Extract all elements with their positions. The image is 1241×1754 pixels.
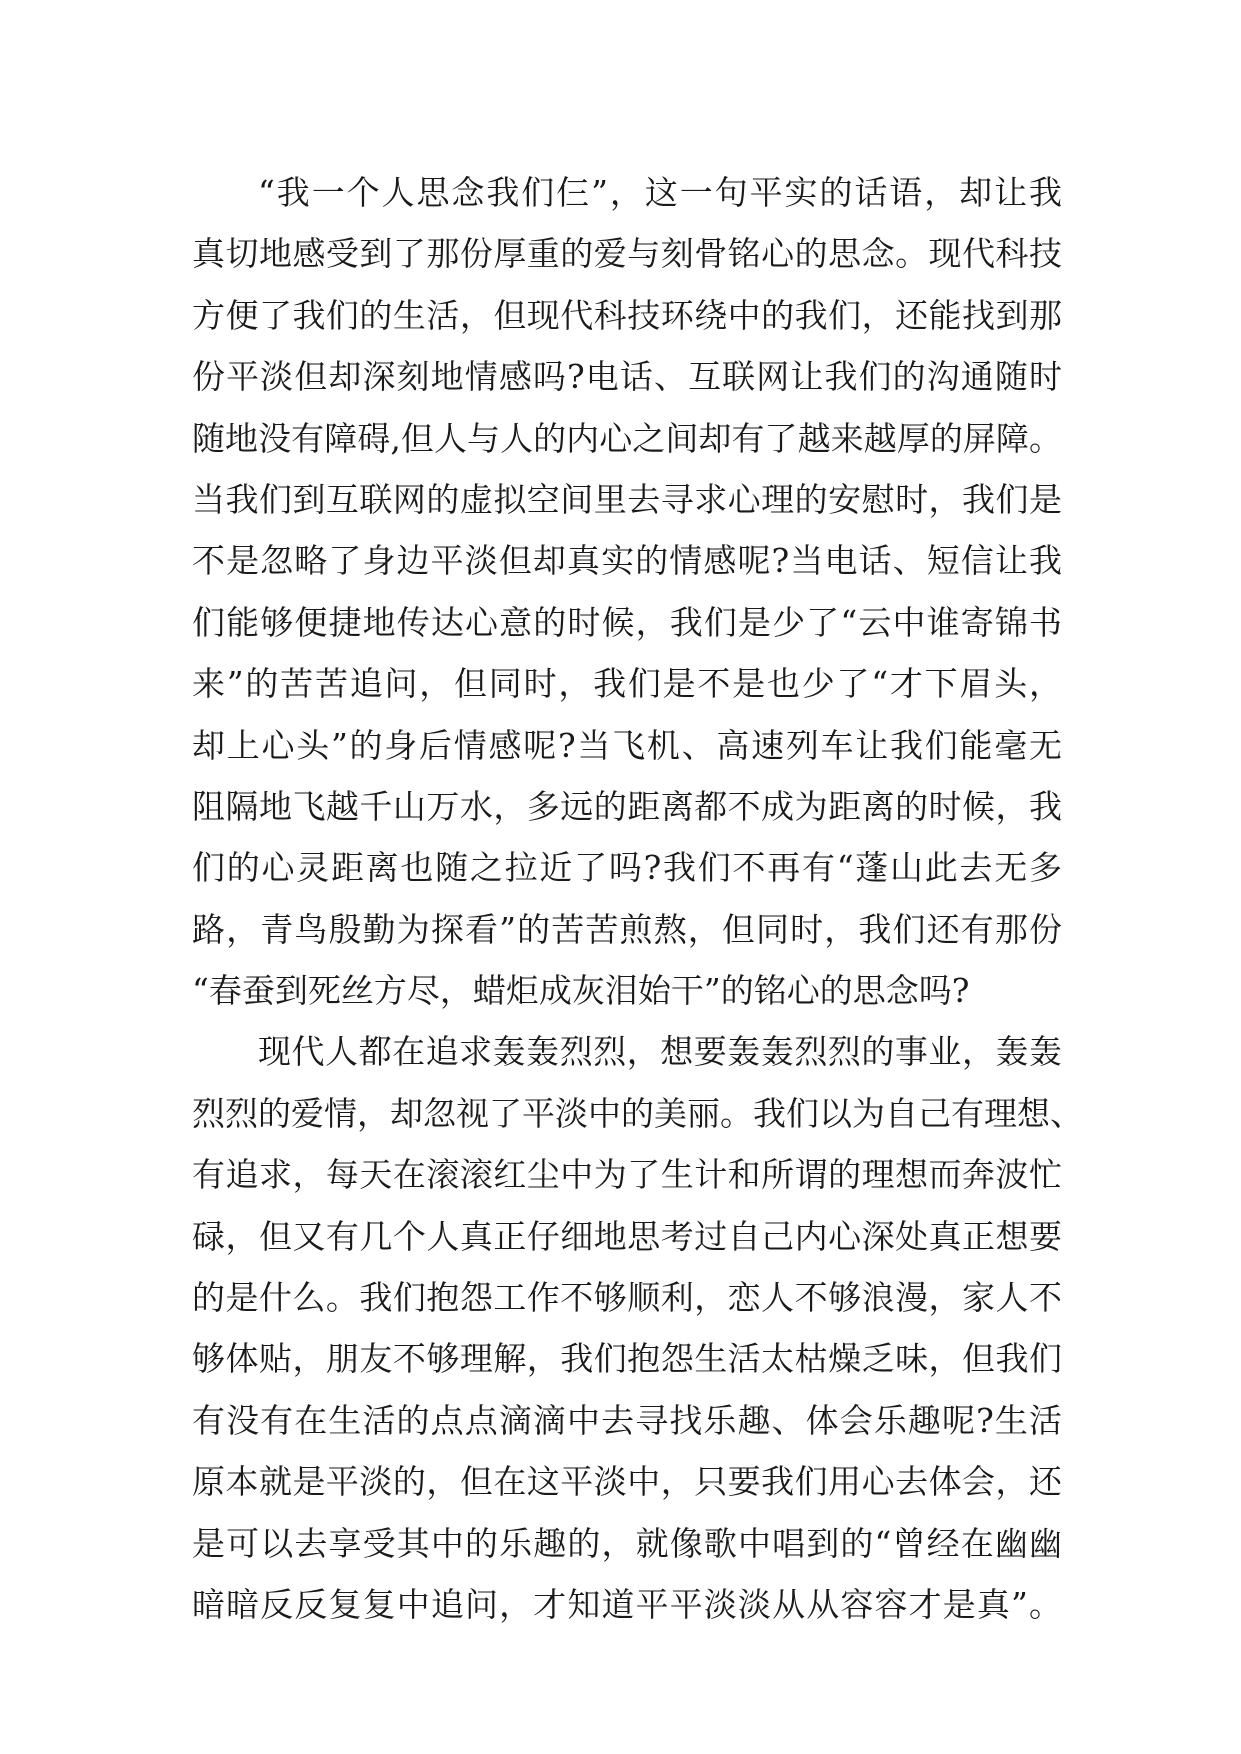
text-line: 有没有在生活的点点滴滴中去寻找乐趣、体会乐趣呢?生活 <box>192 1400 1062 1440</box>
text-line: 来”的苦苦追问，但同时，我们是不是也少了“才下眉头， <box>192 664 1062 704</box>
text-line: 方便了我们的生活，但现代科技环绕中的我们，还能找到那 <box>192 295 1062 335</box>
text-line: “春蚕到死丝方尽，蜡炬成灰泪始干”的铭心的思念吗? <box>192 971 970 1011</box>
body-text <box>192 162 1083 1635</box>
text-line: 随地没有障碍,但人与人的内心之间却有了越来越厚的屏障。 <box>192 418 1062 458</box>
text-line: 真切地感受到了那份厚重的爱与刻骨铭心的思念。现代科技 <box>192 234 1062 274</box>
text-line: 当我们到互联网的虚拟空间里去寻求心理的安慰时，我们是 <box>192 479 1062 519</box>
text-line: 的是什么。我们抱怨工作不够顺利，恋人不够浪漫，家人不 <box>192 1278 1062 1318</box>
text-line: 碌，但又有几个人真正仔细地思考过自己内心深处真正想要 <box>192 1216 1062 1256</box>
text-line: 不是忽略了身边平淡但却真实的情感呢?当电话、短信让我 <box>192 541 1062 581</box>
text-line: 原本就是平淡的，但在这平淡中，只要我们用心去体会，还 <box>192 1462 1062 1502</box>
paragraph-1 <box>192 162 1062 1021</box>
text-line: 们的心灵距离也随之拉近了吗?我们不再有“蓬山此去无多 <box>192 848 1062 888</box>
paragraph-2 <box>192 1021 1083 1635</box>
text-line: 有追求，每天在滚滚红尘中为了生计和所谓的理想而奔波忙 <box>192 1155 1062 1195</box>
text-line: 阻隔地飞越千山万水，多远的距离都不成为距离的时候，我 <box>192 786 1062 826</box>
text-line: 却上心头”的身后情感呢?当飞机、高速列车让我们能毫无 <box>192 725 1062 765</box>
text-line: 烈烈的爱情，却忽视了平淡中的美丽。我们以为自己有理想、 <box>192 1093 1083 1133</box>
text-line: 暗暗反反复复中追问，才知道平平淡淡从从容容才是真”。 <box>192 1584 1062 1624</box>
text-line: 够体贴，朋友不够理解，我们抱怨生活太枯燥乏味，但我们 <box>192 1339 1062 1379</box>
text-line: 是可以去享受其中的乐趣的，就像歌中唱到的“曾经在幽幽 <box>192 1523 1062 1563</box>
text-line: 们能够便捷地传达心意的时候，我们是少了“云中谁寄锦书 <box>192 602 1062 642</box>
text-line: “我一个人思念我们仨”，这一句平实的话语，却让我 <box>258 173 1062 212</box>
text-line: 现代人都在追求轰轰烈烈，想要轰轰烈烈的事业，轰轰 <box>258 1032 1062 1072</box>
text-line: 份平淡但却深刻地情感吗?电话、互联网让我们的沟通随时 <box>192 357 1062 397</box>
text-line: 路，青鸟殷勤为探看”的苦苦煎熬，但同时，我们还有那份 <box>192 909 1062 949</box>
